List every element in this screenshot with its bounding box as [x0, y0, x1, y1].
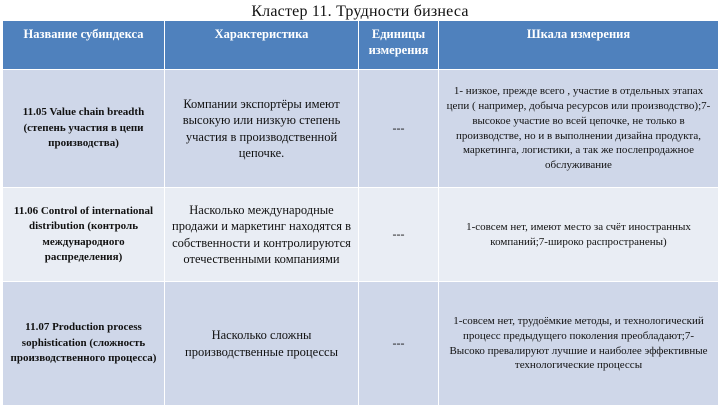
characteristic-cell: Компании экспортёры имеют высокую или низкую степень участия в производственной цепочке.	[165, 70, 359, 188]
header-scale: Шкала измерения	[439, 21, 719, 70]
scale-cell: 1-совсем нет, трудоёмкие методы, и технологический процесс предыдущего поколения преобладают;7- Высоко превалируют лучшие и наиболее эффективные технологические процессы	[439, 282, 719, 406]
table-header-row	[3, 21, 719, 70]
unit-cell: ---	[359, 188, 439, 282]
unit-cell: ---	[359, 70, 439, 188]
table-row	[3, 188, 719, 282]
unit-cell: ---	[359, 282, 439, 406]
subindex-name-cell: 11.06 Control of international distribution (контроль международного распределения)	[3, 188, 165, 282]
subindex-name-cell: 11.05 Value chain breadth (степень участия в цепи производства)	[3, 70, 165, 188]
scale-cell: 1-совсем нет, имеют место за счёт иностранных компаний;7-широко распространены)	[439, 188, 719, 282]
characteristic-cell: Насколько международные продажи и маркетинг находятся в собственности и контролируются отечественными компаниями	[165, 188, 359, 282]
header-characteristic: Характеристика	[165, 21, 359, 70]
header-subindex-name: Название субиндекса	[3, 21, 165, 70]
characteristic-cell: Насколько сложны производственные процессы	[165, 282, 359, 406]
header-units: Единицы измерения	[359, 21, 439, 70]
subindex-table	[2, 20, 719, 406]
table-row	[3, 282, 719, 406]
subindex-name-cell: 11.07 Production process sophistication (сложность производственного процесса)	[3, 282, 165, 406]
scale-cell: 1- низкое, прежде всего , участие в отдельных этапах цепи ( например, добыча ресурсов или производство);7- высокое участие во всей цепочке, не только в производстве, но и в выполнении дизайна продукта, маркетинга, логистики, а так же послепродажное обслуживание	[439, 70, 719, 188]
page-title: Кластер 11. Трудности бизнеса	[251, 3, 469, 20]
table-row	[3, 70, 719, 188]
